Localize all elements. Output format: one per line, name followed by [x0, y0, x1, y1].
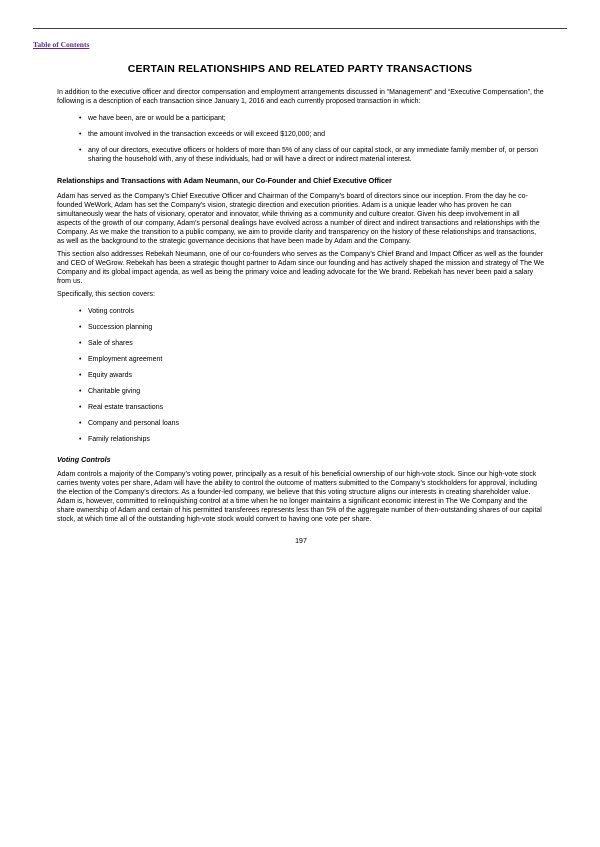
list-item-text: Real estate transactions: [88, 404, 164, 411]
list-item: [57, 355, 545, 364]
list-item-text: any of our directors, executive officers or holders of more than 5% of any class of our capital stock, or any immediate family member of, or person sharing the household with, any of these individuals, had or will have a direct or indirect material interest.: [88, 147, 539, 163]
bullet-icon: •: [79, 436, 82, 443]
voting-controls-paragraph: Adam controls a majority of the Company’s voting power, principally as a result of his beneficial ownership of our high-vote stock. Since our high-vote stock carries twenty votes per share, Adam will have the ability to control the outcome of matters submitted to the Company’s stockholders for approval, including the election of the Company’s directors. As a founder-led company, we believe that this voting structure aligns our interests in creating shareholder value. Adam is, however, committed to relinquishing control at a time when he no longer maintains a significant economic interest in The We Company and the share ownership of Adam and certain of his permitted transferees represents less than 5% of the aggregate number of then-outstanding shares of our capital stock, at which time all of the outstanding high-vote stock would convert to having one vote per share.: [57, 471, 542, 523]
list-item-text: Family relationships: [88, 436, 150, 443]
list-item-text: Voting controls: [88, 308, 134, 315]
intro-paragraph: In addition to the executive officer and director compensation and employment arrangements discussed in “Management” and “Executive Compensation”, the following is a description of each transaction since January 1, 2016 and each currently proposed transaction in which:: [57, 89, 544, 105]
list-item-text: Sale of shares: [88, 340, 133, 347]
list-item-text: Charitable giving: [88, 388, 141, 395]
list-item: [57, 371, 545, 380]
rebekah-paragraph: This section also addresses Rebekah Neumann, one of our co-founders who serves as the Company’s Chief Brand and Impact Officer as well as the founder and CEO of WeGrow. Rebekah has been a strategic thought partner to Adam since our founding and has actively shaped the mission and strategy of The We Company and its global impact agenda, as well as being the primary voice and leading advocate for the We brand. Rebekah has never been paid a salary from us.: [57, 251, 545, 285]
list-item-text: the amount involved in the transaction exceeds or will exceed $120,000; and: [88, 131, 325, 138]
list-item-text: Employment agreement: [88, 356, 163, 363]
bullet-icon: •: [79, 372, 82, 379]
list-item-text: Succession planning: [88, 324, 153, 331]
list-item-text: Equity awards: [88, 372, 132, 379]
adam-section-heading: Relationships and Transactions with Adam Neumann, our Co-Founder and Chief Executive Officer: [57, 176, 392, 185]
bullet-icon: •: [79, 420, 82, 427]
list-item: [57, 435, 545, 444]
bullet-icon: •: [79, 115, 82, 122]
table-of-contents-link[interactable]: Table of Contents: [33, 40, 90, 49]
document-body: [57, 88, 545, 546]
bullet-icon: •: [79, 324, 82, 331]
page-title: CERTAIN RELATIONSHIPS AND RELATED PARTY TRANSACTIONS: [127, 63, 473, 75]
bullet-icon: •: [79, 404, 82, 411]
header-rule: [33, 28, 567, 29]
page-number: 197: [295, 538, 307, 545]
voting-controls-heading: Voting Controls: [57, 455, 111, 464]
section-covers-list: [57, 307, 545, 444]
bullet-icon: •: [79, 308, 82, 315]
list-item: [57, 146, 545, 164]
list-item: [57, 307, 545, 316]
bullet-icon: •: [79, 340, 82, 347]
bullet-icon: •: [79, 356, 82, 363]
bullet-icon: •: [79, 131, 82, 138]
transaction-criteria-list: [57, 114, 545, 164]
list-item: [57, 419, 545, 428]
list-item-text: we have been, are or would be a participant;: [88, 115, 226, 122]
list-item: [57, 114, 545, 123]
list-item: [57, 130, 545, 139]
adam-paragraph: Adam has served as the Company’s Chief Executive Officer and Chairman of the Company’s board of directors since our inception. From the day he co-founded WeWork, Adam has set the Company’s vision, strategic direction and execution priorities. Adam is a unique leader who has proven he can simultaneously wear the hats of visionary, operator and innovator, while thriving as a community and culture creator. Given his deep involvement in all aspects of the growth of our company, Adam’s personal dealings have evolved across a number of direct and indirect transactions and relationships with the Company. As we make the transition to a public company, we aim to provide clarity and transparency on the history of these relationships and transactions, as well as the background to the strategic governance decisions that have been made by Adam and the Company.: [57, 193, 540, 245]
list-item: [57, 339, 545, 348]
list-item: [57, 323, 545, 332]
list-item: [57, 387, 545, 396]
list-item-text: Company and personal loans: [88, 420, 180, 427]
bullet-icon: •: [79, 147, 82, 154]
list-item: [57, 403, 545, 412]
covers-intro-text: Specifically, this section covers:: [57, 291, 155, 298]
bullet-icon: •: [79, 388, 82, 395]
